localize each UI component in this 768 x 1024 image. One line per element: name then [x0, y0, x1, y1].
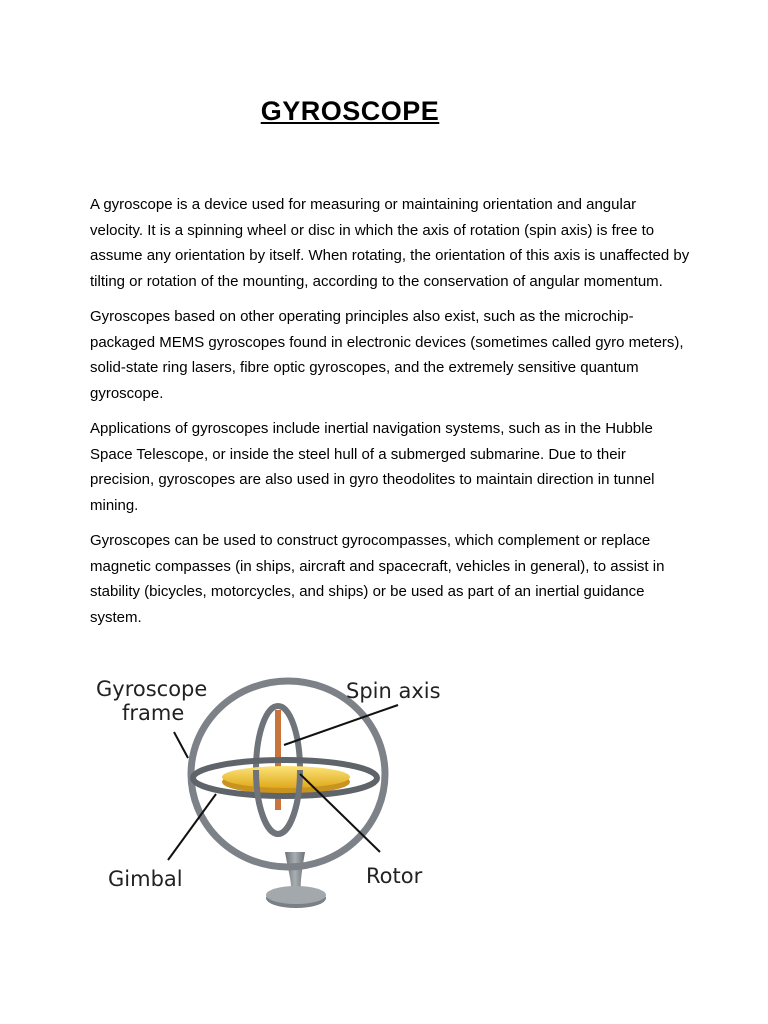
paragraph-definition: A gyroscope is a device used for measuring or maintaining orientation and angular velocity. It is a spinning wheel or disc in which the axis of rotation (spin axis) is free to assume any orientation by itself. When rotating, the orientation of this axis is unaffected by tilting or rotation of the mounting, according to the conservation of angular momentum.	[90, 196, 690, 290]
label-gyroscope-frame-line2: frame	[122, 701, 185, 725]
gyroscope-illustration	[88, 670, 488, 930]
rotor-disc	[222, 766, 350, 794]
label-rotor: Rotor	[366, 864, 423, 888]
document-title: GYROSCOPE	[260, 96, 440, 126]
paragraph-other-types: Gyroscopes based on other operating principles also exist, such as the microchip-packaged MEMS gyroscopes found in electronic devices (sometimes called gyro meters), solid-state ring lasers, fibre optic gyroscopes, and the extremely sensitive quantum gyroscope.	[90, 308, 684, 402]
label-gimbal: Gimbal	[108, 867, 183, 891]
gyroscope-diagram	[88, 670, 488, 930]
paragraph-gyrocompasses: Gyroscopes can be used to construct gyrocompasses, which complement or replace magnetic compasses (in ships, aircraft and spacecraft, vehicles in general), to assist in stability (bicycles, motorcycles, and ships) or be used as part of an inertial guidance system.	[90, 532, 665, 626]
label-gyroscope-frame-line1: Gyroscope	[96, 677, 208, 701]
paragraph-applications: Applications of gyroscopes include inertial navigation systems, such as in the Hubble Space Telescope, or inside the steel hull of a submerged submarine. Due to their precision, gyroscopes are also used in gyro theodolites to maintain direction in tunnel mining.	[90, 420, 655, 514]
document-body	[90, 192, 690, 640]
label-spin-axis: Spin axis	[346, 679, 441, 703]
